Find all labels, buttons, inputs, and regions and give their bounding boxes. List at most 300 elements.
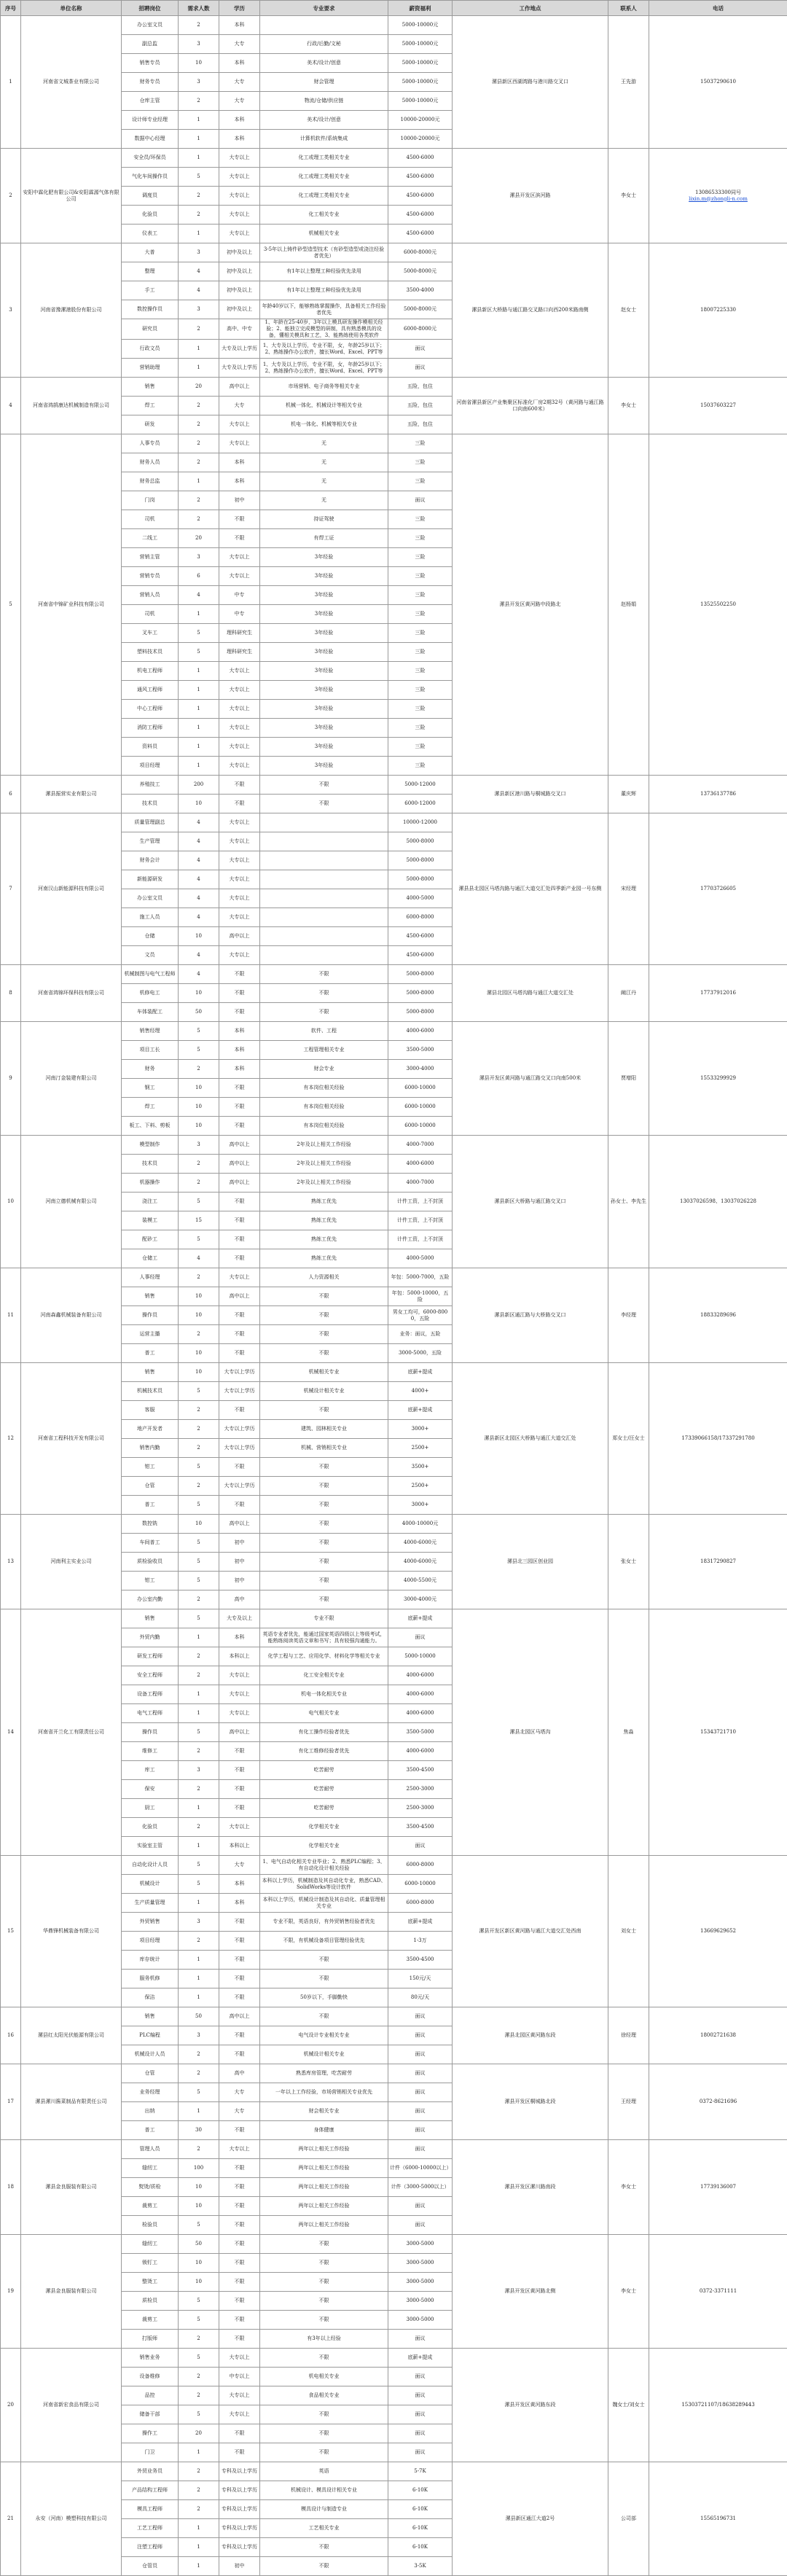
job-title: 销售 [122, 378, 179, 397]
work-address: 漯县开发区新区黄河路与通江大道交汇处西南 [453, 1856, 608, 2007]
job-salary: 三险 [388, 472, 453, 491]
header-cell: 序号 [1, 1, 21, 16]
job-title: 模具工程师 [122, 2500, 179, 2519]
job-requirement [260, 832, 388, 851]
job-title: 库工 [122, 1761, 179, 1780]
job-requirement: 不限 [260, 2311, 388, 2330]
job-education: 初中 [219, 2557, 260, 2576]
job-education: 大专以上学历 [219, 1439, 260, 1458]
job-salary: 1-3万 [388, 1932, 453, 1951]
job-education: 高中以上 [219, 1287, 260, 1306]
job-title: 出纳 [122, 2102, 179, 2121]
job-requirement: 不限 [260, 1970, 388, 1988]
job-count: 2 [179, 397, 219, 415]
work-address: 漯县新区港川路与桐城路交叉口 [453, 776, 608, 813]
job-count: 2 [179, 1818, 219, 1837]
job-education: 大专以上 [219, 206, 260, 225]
job-requirement: 一年以上工作经验，市场营销相关专业优先 [260, 2083, 388, 2102]
job-education: 中专以上 [219, 2368, 260, 2386]
job-salary: 6000-10000 [388, 1117, 453, 1136]
table-body [1, 16, 787, 2576]
job-count: 1 [179, 2102, 219, 2121]
table-row [1, 965, 787, 984]
job-count: 5 [179, 1382, 219, 1401]
job-count: 5 [179, 2292, 219, 2311]
job-title: 塑料技术员 [122, 643, 179, 662]
job-education: 不限 [219, 776, 260, 795]
job-count: 2 [179, 206, 219, 225]
job-education: 不限 [219, 2424, 260, 2443]
contact-phone [649, 2140, 787, 2235]
contact-phone [649, 16, 787, 149]
job-title: 气化车间操作员 [122, 168, 179, 187]
job-requirement: 工程管理相关专业 [260, 1041, 388, 1060]
row-number: 20 [1, 2349, 21, 2462]
job-requirement: 工艺相关专业 [260, 2519, 388, 2538]
job-title: PLC编程 [122, 2026, 179, 2045]
job-title: 副总监 [122, 35, 179, 54]
job-salary: 3000-5000 [388, 2292, 453, 2311]
job-count: 5 [179, 1875, 219, 1894]
job-requirement: 电气设计专业相关专业 [260, 2026, 388, 2045]
job-title: 研究员 [122, 319, 179, 340]
company-name: 河南省豫漯港股份有限公司 [21, 243, 122, 378]
job-salary: 面议 [388, 2386, 453, 2405]
job-title: 司机 [122, 510, 179, 529]
job-count: 4 [179, 262, 219, 281]
job-salary: 4000-6000 [388, 1155, 453, 1174]
job-requirement: 两年以上相关工作经验 [260, 2159, 388, 2178]
contact-phone [649, 2462, 787, 2576]
job-requirement: 熟练工优先 [260, 1249, 388, 1268]
job-education: 本科 [219, 1060, 260, 1079]
job-salary: 业务：面议，五险 [388, 1325, 453, 1344]
job-requirement: 机械相关专业 [260, 1363, 388, 1382]
job-requirement: 不限 [260, 2405, 388, 2424]
job-salary: 6000-8000 [388, 1856, 453, 1875]
job-requirement: 不限 [260, 1306, 388, 1325]
job-salary: 4000-6000 [388, 1742, 453, 1761]
job-education: 本科 [219, 1628, 260, 1647]
job-count: 5 [179, 168, 219, 187]
header-cell: 工作地点 [453, 1, 608, 16]
job-count: 2 [179, 1420, 219, 1439]
job-education: 大专及以上学历 [219, 340, 260, 359]
job-count: 2 [179, 2462, 219, 2481]
job-education: 初中及以上 [219, 243, 260, 262]
job-count: 5 [179, 1193, 219, 1211]
job-requirement: 3年经验 [260, 624, 388, 643]
job-title: 资料员 [122, 738, 179, 757]
job-title: 设备维修 [122, 2368, 179, 2386]
job-title: 销售内勤 [122, 1439, 179, 1458]
job-salary: 6000-10000 [388, 1079, 453, 1098]
job-education: 不限 [219, 1344, 260, 1363]
job-salary: 5000-10000元 [388, 92, 453, 111]
job-count: 2 [179, 2386, 219, 2405]
row-number: 15 [1, 1856, 21, 2007]
job-salary: 面议 [388, 2330, 453, 2349]
job-salary: 三险 [388, 453, 453, 472]
job-title: 普工 [122, 1344, 179, 1363]
job-count: 2 [179, 434, 219, 453]
job-count: 30 [179, 2121, 219, 2140]
contact-phone [649, 1856, 787, 2007]
job-count: 3 [179, 1913, 219, 1932]
job-salary: 4000-10000元 [388, 1515, 453, 1534]
job-count: 1 [179, 757, 219, 776]
job-title: 钢工 [122, 1079, 179, 1098]
job-count: 3 [179, 2026, 219, 2045]
job-education: 初中 [219, 1572, 260, 1591]
contact-person: 郑女士/汪女士 [608, 1363, 649, 1515]
job-salary: 3000-5000 [388, 2254, 453, 2273]
job-title: 财务人员 [122, 453, 179, 472]
job-requirement: 机械、营销相关专业 [260, 1439, 388, 1458]
phone-number: 13037026598、13037026228 [680, 1198, 756, 1204]
job-requirement: 不限 [260, 965, 388, 984]
job-education: 不限 [219, 1970, 260, 1988]
job-title: 仓储 [122, 927, 179, 946]
job-education: 大专以上 [219, 225, 260, 243]
job-title: 实验室主管 [122, 1837, 179, 1856]
job-count: 2 [179, 1742, 219, 1761]
job-requirement: 不限 [260, 2007, 388, 2026]
job-requirement: 3年经验 [260, 719, 388, 738]
job-requirement: 本科以上学历，机械制造及其自动化专业，熟悉CAD、SolidWorks等设计软件 [260, 1875, 388, 1894]
job-requirement: 不限 [260, 2254, 388, 2273]
job-salary: 三险 [388, 510, 453, 529]
job-education: 不限 [219, 1193, 260, 1211]
job-title: 裁剪工 [122, 2311, 179, 2330]
job-education: 不限 [219, 795, 260, 813]
job-title: 缝纫工 [122, 2159, 179, 2178]
job-salary: 三险 [388, 738, 453, 757]
table-row [1, 1609, 787, 1628]
job-requirement: 机械一体化，机械设计等相关专业 [260, 397, 388, 415]
job-count: 2 [179, 2368, 219, 2386]
job-count: 1 [179, 472, 219, 491]
job-count: 1 [179, 662, 219, 681]
job-requirement: 有3年以上经验 [260, 2330, 388, 2349]
job-count: 50 [179, 2007, 219, 2026]
job-count: 1 [179, 2557, 219, 2576]
contact-person: 李女士 [608, 2235, 649, 2349]
job-requirement: 两年以上相关工作经验 [260, 2216, 388, 2235]
job-requirement: 专业不限，英语良好，有外贸销售经验者优先 [260, 1913, 388, 1932]
job-title: 销售 [122, 2007, 179, 2026]
job-education: 中专 [219, 605, 260, 624]
job-count: 4 [179, 851, 219, 870]
row-number: 1 [1, 16, 21, 149]
contact-phone [649, 2349, 787, 2462]
job-education: 高中以上 [219, 2007, 260, 2026]
job-title: 新能源研发 [122, 870, 179, 889]
email-link[interactable]: lixin.m@zhongli-n.com [689, 196, 748, 202]
job-title: 机械设计 [122, 1875, 179, 1894]
row-number: 21 [1, 2462, 21, 2576]
job-title: 研发 [122, 415, 179, 434]
job-education: 高中以上 [219, 1723, 260, 1742]
job-title: 门岗 [122, 491, 179, 510]
job-salary: 3000-5000 [388, 2235, 453, 2254]
job-requirement: 建筑、园林相关专业 [260, 1420, 388, 1439]
job-education: 本科 [219, 1875, 260, 1894]
job-count: 1 [179, 1894, 219, 1913]
contact-person: 李女士 [608, 2140, 649, 2235]
job-salary: 10000-20000元 [388, 130, 453, 149]
job-education: 本科以上 [219, 1647, 260, 1666]
job-education: 专科及以上学历 [219, 2462, 260, 2481]
job-salary: 5000-8000 [388, 1003, 453, 1022]
job-requirement: 有本岗位相关经验 [260, 1098, 388, 1117]
job-education: 不限 [219, 2026, 260, 2045]
phone-number: 15303721107/18638289443 [681, 2402, 754, 2408]
job-title: 财务总监 [122, 472, 179, 491]
job-salary: 五险，包住 [388, 378, 453, 397]
job-count: 1 [179, 340, 219, 359]
job-count: 10 [179, 1306, 219, 1325]
job-title: 通风工程师 [122, 681, 179, 700]
job-title: 保安 [122, 1780, 179, 1799]
job-education: 不限 [219, 1780, 260, 1799]
job-requirement: 不限 [260, 984, 388, 1003]
job-requirement: 不限 [260, 2235, 388, 2254]
job-requirement: 本科以上学历，机械设计制造及其自动化、质量管理相关专业 [260, 1894, 388, 1913]
job-salary: 三险 [388, 662, 453, 681]
job-education: 大专以上 [219, 700, 260, 719]
phone-number: 17739136007 [700, 2184, 736, 2190]
phone-number: 13669629652 [700, 1928, 736, 1934]
job-requirement: 有1年以上整理工种经验优先录用 [260, 262, 388, 281]
job-education: 大专以上 [219, 757, 260, 776]
table-row [1, 2235, 787, 2254]
job-education: 专科及以上学历 [219, 2519, 260, 2538]
job-requirement: 不限 [260, 2273, 388, 2292]
job-requirement: 不限 [260, 1287, 388, 1306]
table-row [1, 1136, 787, 1155]
job-count: 4 [179, 889, 219, 908]
job-title: 文员 [122, 946, 179, 965]
company-name: 华鼎锋机械装备有限公司 [21, 1856, 122, 2007]
job-count: 10 [179, 1117, 219, 1136]
job-salary: 底薪+提成 [388, 2349, 453, 2368]
job-title: 财务 [122, 1060, 179, 1079]
job-salary: 三险 [388, 624, 453, 643]
job-education: 大专以上学历 [219, 1363, 260, 1382]
job-count: 2 [179, 1666, 219, 1685]
job-title: 注塑工程师 [122, 2538, 179, 2557]
job-education: 高中 [219, 2064, 260, 2083]
job-requirement: 人力资源相关 [260, 1268, 388, 1287]
job-salary: 5000-10000元 [388, 54, 453, 73]
job-education: 不限 [219, 529, 260, 548]
company-name: 河南省新宏食品有限公司 [21, 2349, 122, 2462]
job-salary: 底薪+提成 [388, 1363, 453, 1382]
job-salary: 面议 [388, 1837, 453, 1856]
job-count: 10 [179, 1515, 219, 1534]
job-requirement [260, 16, 388, 35]
job-education: 不限 [219, 1211, 260, 1230]
job-count: 1 [179, 111, 219, 130]
job-count: 2 [179, 1647, 219, 1666]
work-address: 漯县北三园区创业园 [453, 1515, 608, 1609]
job-requirement: 机电相关专业 [260, 2368, 388, 2386]
job-salary: 80元/天 [388, 1988, 453, 2007]
job-education: 不限 [219, 2443, 260, 2462]
job-requirement: 电气相关专业 [260, 1704, 388, 1723]
job-salary: 2500+ [388, 1439, 453, 1458]
job-salary: 4500-6000 [388, 149, 453, 168]
job-education: 大专以上 [219, 813, 260, 832]
job-title: 车体装配工 [122, 1003, 179, 1022]
company-name: 漯县漯川酱菜制品有限责任公司 [21, 2064, 122, 2140]
job-requirement: 3-5年以上铸件砂型造型技术（有砂型造型或浇注经验者优先） [260, 243, 388, 262]
job-salary: 面议 [388, 2197, 453, 2216]
job-requirement: 有化工操作经验者优先 [260, 1723, 388, 1742]
job-requirement: 1、大专及以上学历，专业不限，女，年龄25岁以下；2、熟练操作办公软件，擅长Word、Excel、PPT等 [260, 359, 388, 378]
job-requirement: 年龄40岁以下，能够熟练掌握操作，具备相关工作经验者优先 [260, 300, 388, 319]
table-row [1, 1515, 787, 1534]
job-count: 6 [179, 567, 219, 586]
job-title: 机械设计人员 [122, 2045, 179, 2064]
job-salary: 5000-8000 [388, 984, 453, 1003]
job-count: 2 [179, 491, 219, 510]
job-education: 大专以上 [219, 548, 260, 567]
job-salary: 4500-6000 [388, 225, 453, 243]
job-count: 50 [179, 2235, 219, 2254]
job-count: 1 [179, 1704, 219, 1723]
job-education: 高中以上 [219, 378, 260, 397]
job-title: 工艺工程师 [122, 2519, 179, 2538]
job-education: 本科 [219, 453, 260, 472]
job-count: 4 [179, 813, 219, 832]
job-salary: 150元/天 [388, 1970, 453, 1988]
job-education: 大专以上 [219, 1268, 260, 1287]
job-title: 项目经理 [122, 757, 179, 776]
job-requirement: 无 [260, 453, 388, 472]
job-requirement: 吃苦耐劳 [260, 1780, 388, 1799]
job-count: 3 [179, 35, 219, 54]
job-education: 初中及以上 [219, 281, 260, 300]
job-title: 普工 [122, 2121, 179, 2140]
job-salary: 计件工资，上不封顶 [388, 1211, 453, 1230]
job-education: 不限 [219, 1230, 260, 1249]
job-requirement: 3年经验 [260, 643, 388, 662]
job-requirement: 化工安全相关专业 [260, 1666, 388, 1685]
job-title: 机械技术员 [122, 1382, 179, 1401]
job-salary: 三险 [388, 719, 453, 738]
job-title: 板工、下料、剪板 [122, 1117, 179, 1136]
job-title: 配砂工 [122, 1230, 179, 1249]
job-count: 5 [179, 1856, 219, 1875]
job-title: 财务专员 [122, 73, 179, 92]
job-requirement: 3年经验 [260, 662, 388, 681]
job-salary: 计件工资，上不封顶 [388, 1230, 453, 1249]
job-count: 5 [179, 1553, 219, 1572]
job-requirement: 不限 [260, 2443, 388, 2462]
job-salary: 6-10K [388, 2500, 453, 2519]
job-education: 大专以上 [219, 2140, 260, 2159]
job-title: 外贸内勤 [122, 1628, 179, 1647]
job-count: 5 [179, 1041, 219, 1060]
work-address: 漯县北园区马塔沟 [453, 1609, 608, 1856]
work-address: 漯县新区大桥路与通江路交叉路口向西200米路南侧 [453, 243, 608, 378]
job-title: 仓储工 [122, 1249, 179, 1268]
job-salary: 4000-6000 [388, 1685, 453, 1704]
job-title: 操作工 [122, 2424, 179, 2443]
job-requirement: 2年及以上相关工作经验 [260, 1136, 388, 1155]
job-education: 不限 [219, 2045, 260, 2064]
job-requirement: 熟悉库房管理，吃苦耐劳 [260, 2064, 388, 2083]
job-education: 不限 [219, 1117, 260, 1136]
job-requirement: 不限 [260, 1401, 388, 1420]
job-education: 不限 [219, 2311, 260, 2330]
job-education: 不限 [219, 1306, 260, 1325]
job-education: 本科 [219, 111, 260, 130]
job-requirement: 2年及以上相关工作经验 [260, 1174, 388, 1193]
row-number: 12 [1, 1363, 21, 1515]
job-education: 不限 [219, 984, 260, 1003]
row-number: 13 [1, 1515, 21, 1609]
job-title: 钳工 [122, 1572, 179, 1591]
job-count: 10 [179, 2178, 219, 2197]
job-requirement: 市场营销、电子商务等相关专业 [260, 378, 388, 397]
job-education: 大专 [219, 73, 260, 92]
job-count: 10 [179, 1098, 219, 1117]
job-education: 大专及以上 [219, 1609, 260, 1628]
job-title: 库存统计 [122, 1951, 179, 1970]
job-salary: 5000-8000 [388, 832, 453, 851]
job-requirement: 无 [260, 491, 388, 510]
work-address: 漯县开发区滨河路 [453, 149, 608, 243]
contact-phone [649, 813, 787, 965]
job-count: 1 [179, 1799, 219, 1818]
job-salary: 面议 [388, 2368, 453, 2386]
job-title: 生产质量管理 [122, 1894, 179, 1913]
job-count: 10 [179, 795, 219, 813]
company-name: 漯县金良服装有限公司 [21, 2235, 122, 2349]
job-title: 机械制图与电气工程师 [122, 965, 179, 984]
job-requirement [260, 813, 388, 832]
job-education: 不限 [219, 2254, 260, 2273]
work-address: 漯县开发区桐城路北段 [453, 2064, 608, 2140]
work-address: 漯县开发区漯川路南段 [453, 2140, 608, 2235]
work-address: 漯县新区通江路与大桥路交叉口 [453, 1268, 608, 1363]
header-cell: 学历 [219, 1, 260, 16]
phone-number: 18002721638 [700, 2032, 736, 2038]
job-title: 司机 [122, 605, 179, 624]
job-count: 2 [179, 2045, 219, 2064]
header-row [1, 1, 787, 16]
job-education: 不限 [219, 2216, 260, 2235]
job-education: 不限 [219, 1098, 260, 1117]
job-requirement: 不限 [260, 795, 388, 813]
work-address: 漯县开发区黄河路中段路北 [453, 434, 608, 776]
job-count: 5 [179, 1534, 219, 1553]
table-row [1, 2064, 787, 2083]
job-count: 2 [179, 1477, 219, 1496]
phone-number: 18317290827 [700, 1558, 736, 1564]
job-requirement: 3年经验 [260, 700, 388, 719]
job-requirement: 食品相关专业 [260, 2386, 388, 2405]
job-count: 2 [179, 187, 219, 206]
job-education: 大专 [219, 397, 260, 415]
job-education: 大专以上 [219, 719, 260, 738]
job-requirement: 化学相关专业 [260, 1818, 388, 1837]
job-count: 1 [179, 2519, 219, 2538]
contact-person: 孙女士、李先生 [608, 1136, 649, 1268]
